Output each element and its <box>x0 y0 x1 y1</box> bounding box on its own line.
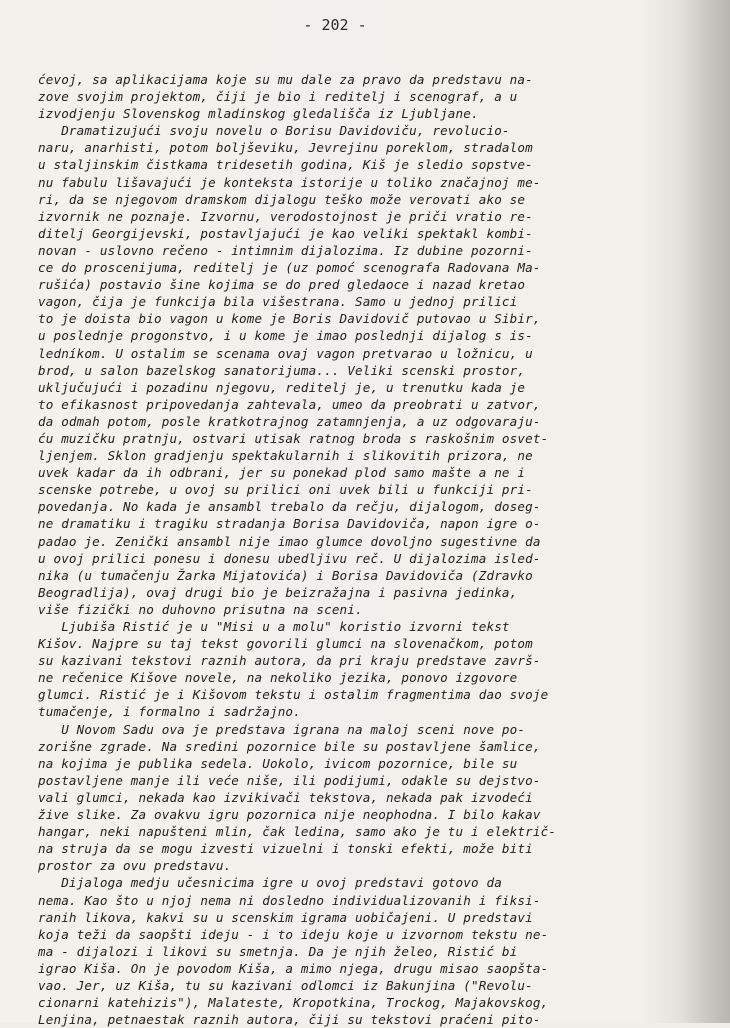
text-line: povedanja. No kada je ansambl trebalo da rečju, dijalogom, doseg- <box>38 499 541 515</box>
text-line: vao. Jer, uz Kiša, tu su kazivani odlomci iz Bakunjina ("Revolu- <box>38 977 533 993</box>
text-line: ne dramatiku i tragiku stradanja Borisa Davidoviča, napon igre o- <box>38 516 541 532</box>
text-line: U Novom Sadu ova je predstava igrana na maloj sceni nove po- <box>38 721 526 737</box>
text-line: koja teži da saopšti ideju - i to ideju koje u izvornom tekstu ne- <box>38 926 549 942</box>
page-number: - 202 - <box>303 16 367 34</box>
text-line: u ovoj prilici ponesu i donesu ubedljivu reč. U dijalozima isled- <box>38 550 541 566</box>
text-line: u staljinskim čistkama tridesetih godina, Kiš je sledio sopstve- <box>38 157 533 173</box>
text-line: hangar, neki napušteni mlin, čak ledina, samo ako je tu i električ- <box>38 824 557 840</box>
text-line: ri, da se njegovom dramskom dijalogu teško može verovati ako se <box>38 191 526 207</box>
body-text <box>38 71 678 1028</box>
text-line: Beogradlija), ovaj drugi bio je beizražajna i pasivna jedinka, <box>38 584 518 600</box>
text-line: ledníkom. U ostalim se scenama ovaj vagon pretvarao u ložnicu, u <box>38 345 533 361</box>
text-line: su kazivani tekstovi raznih autora, da pri kraju predstave završ- <box>38 653 541 669</box>
text-line: prostor za ovu predstavu. <box>38 858 232 874</box>
text-line: brod, u salon bazelskog sanatorijuma... Veliki scenski prostor, <box>38 362 526 378</box>
text-line: na struja da se mogu izvesti vizuelni i tonski efekti, može biti <box>38 841 533 857</box>
text-line: padao je. Zenički ansambl nije imao glumce dovoljno sugestivne da <box>38 533 541 549</box>
text-line: rušića) postavio šine kojima se do pred gledaoce i nazad kretao <box>38 277 526 293</box>
text-line: izvodjenju Slovenskog mladinskog gledališča iz Ljubljane. <box>38 106 479 122</box>
text-line: glumci. Ristić je i Kišovom tekstu i ostalim fragmentima dao svoje <box>38 687 549 703</box>
text-line: ditelj Georgijevski, postavljajući je kao veliki spektakl kombi- <box>38 225 533 241</box>
text-line: ranih likova, kakvi su u scenskim igrama uobičajeni. U predstavi <box>38 909 533 925</box>
text-line: ćevoj, sa aplikacijama koje su mu dale za pravo da predstavu na- <box>38 72 533 87</box>
text-line: ne rečenice Kišove novele, na nekoliko jezika, ponovo izgovore <box>38 670 518 686</box>
text-line: tumačenje, i formalno i sadržajno. <box>38 704 301 720</box>
text-line: zorišne zgrade. Na sredini pozornice bile su postavljene šamlice, <box>38 738 541 754</box>
text-line: novan - uslovno rečeno - intimnim dijalozima. Iz dubine pozorni- <box>38 242 533 258</box>
text-line: Ljubiša Ristić je u "Misi u a molu" koristio izvorni tekst <box>38 619 510 634</box>
text-line: uključujući i pozadinu njegovu, reditelj je, u trenutku kada je <box>38 379 526 395</box>
text-line: naru, anarhisti, potom boljševiku, Jevrejinu poreklom, stradalom <box>38 140 533 156</box>
text-line: nika (u tumačenju Žarka Mijatovića) i Borisa Davidoviča (Zdravko <box>38 567 533 583</box>
text-line: vali glumci, nekada kao izvikivači tekstova, nekada pak izvodeći <box>38 789 533 805</box>
text-line: uvek kadar da ih odbrani, jer su ponekad plod samo mašte a ne i <box>38 465 526 481</box>
text-line: Dijaloga medju učesnicima igre u ovoj predstavi gotovo da <box>38 875 502 891</box>
text-line: izvornik ne poznaje. Izvornu, verodostojnost je priči vratio re- <box>38 208 533 224</box>
text-line: postavljene manje ili veće niše, ili podijumi, odakle su dejstvo- <box>38 772 541 788</box>
text-line: žive slike. Za ovakvu igru pozornica nije neophodna. I bilo kakav <box>38 807 541 823</box>
text-line: nu fabulu lišavajući je konteksta istorije u toliko značajnoj me- <box>38 174 541 190</box>
text-line: scenske potrebe, u ovoj su prilici oni uvek bili u funkciji pri- <box>38 482 533 498</box>
text-line: to je doista bio vagon u kome je Boris Davidovič putovao u Sibir, <box>38 311 541 327</box>
text-line: da odmah potom, posle kratkotrajnog zatamnjenja, a uz odgovaraju- <box>38 413 541 429</box>
text-line: nema. Kao što u njoj nema ni dosledno individualizovanih i fiksi- <box>38 892 541 908</box>
text-line: Dramatizujući svoju novelu o Borisu Davidoviču, revolucio- <box>38 123 510 139</box>
text-line: vagon, čija je funkcija bila višestrana. Samo u jednoj prilici <box>38 294 518 310</box>
text-line: cionarni katehizis"), Malateste, Kropotkina, Trockog, Majakovskog, <box>38 995 549 1011</box>
text-line: Kišov. Najpre su taj tekst govorili glumci na slovenačkom, potom <box>38 636 533 652</box>
text-line: na kojima je publika sedela. Uokolo, ivicom pozornice, bile su <box>38 755 518 771</box>
text-line: ću muzičku pratnju, ostvari utisak ratnog broda s raskošnim osvet- <box>38 430 549 446</box>
text-line: više fizički no duhovno prisutna na sceni. <box>38 601 363 617</box>
text-line: u poslednje progonstvo, i u kome je imao poslednji dijalog s is- <box>38 328 533 344</box>
text-line: to efikasnost pripovedanja zahtevala, umeo da preobrati u zatvor, <box>38 396 541 412</box>
text-line: ljenjem. Sklon gradjenju spektakularnih i slikovitih prizora, ne <box>38 448 533 464</box>
text-line: igrao Kiša. On je povodom Kiša, a mimo njega, drugu misao saopšta- <box>38 960 549 976</box>
text-line: ce do proscenijuma, reditelj je (uz pomoć scenografa Radovana Ma- <box>38 260 541 276</box>
text-line: zove svojim projektom, čiji je bio i reditelj i scenograf, a u <box>38 89 518 105</box>
text-line: Lenjina, petnaestak raznih autora, čiji su tekstovi praćeni pito- <box>38 1012 541 1028</box>
text-line: ma - dijalozi i likovi su smetnja. Da je njih želeo, Ristić bi <box>38 943 518 959</box>
